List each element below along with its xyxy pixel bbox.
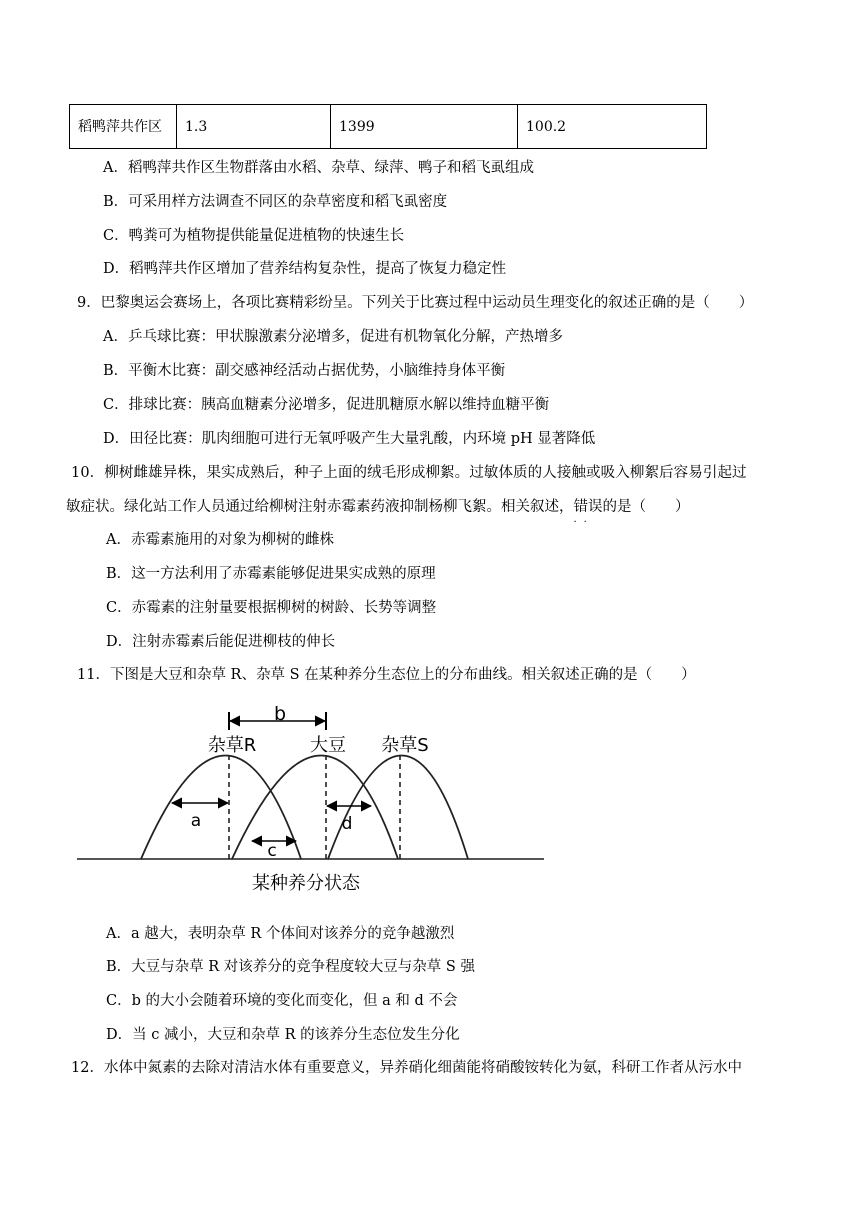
q10-option-a: A．赤霉素施用的对象为柳树的雌株	[106, 532, 334, 548]
q9-option-d: D．田径比赛：肌肉细胞可进行无氧呼吸产生大量乳酸，内环境 pH 显著降低	[103, 431, 596, 447]
q10-option-d: D．注射赤霉素后能促进柳枝的伸长	[106, 634, 336, 650]
curve-weed-r	[141, 756, 301, 860]
q10-stem-line1: 10．柳树雌雄异株，果实成熟后，种子上面的绒毛形成柳絮。过敏体质的人接触或吸入柳絮后容易引起过	[71, 465, 747, 481]
q9-option-c: C．排球比赛：胰高血糖素分泌增多，促进肌糖原水解以维持血糖平衡	[103, 397, 550, 413]
q10-option-b: B．这一方法利用了赤霉素能够促进果实成熟的原理	[106, 566, 436, 582]
table-cell-value-3: 100.2	[526, 119, 567, 135]
q10-stem-line2	[66, 497, 690, 528]
q11-option-d: D．当 c 减小，大豆和杂草 R 的该养分生态位发生分化	[106, 1027, 460, 1043]
label-b: b	[273, 703, 287, 725]
table-cell-region: 稻鸭萍共作区	[70, 105, 177, 148]
data-table-row	[69, 104, 707, 149]
q12-stem: 12．水体中氮素的去除对清洁水体有重要意义，异养硝化细菌能将硝酸铵转化为氨，科研工作者从污水中	[71, 1060, 742, 1076]
label-d: d	[341, 814, 353, 834]
q11-option-b: B．大豆与杂草 R 对该养分的竞争程度较大豆与杂草 S 强	[106, 959, 475, 975]
q8-option-a: A．稻鸭萍共作区生物群落由水稻、杂草、绿萍、鸭子和稻飞虱组成	[103, 160, 534, 176]
label-soybean: 大豆	[310, 735, 346, 756]
q8-option-d: D．稻鸭萍共作区增加了营养结构复杂性，提高了恢复力稳定性	[103, 261, 507, 277]
emphasis-dots: ··	[573, 517, 594, 528]
q10-emphasis-text: 错误	[573, 499, 603, 515]
q10-emphasis	[573, 499, 603, 528]
label-weed-s: 杂草S	[381, 735, 429, 756]
curve-weed-s	[328, 756, 468, 860]
label-weed-r: 杂草R	[207, 735, 257, 756]
q9-option-b: B．平衡木比赛：副交感神经活动占据优势，小脑维持身体平衡	[103, 363, 506, 379]
q8-option-b: B．可采用样方法调查不同区的杂草密度和稻飞虱密度	[103, 194, 448, 210]
q9-option-a: A．乒乓球比赛：甲状腺激素分泌增多，促进有机物氧化分解，产热增多	[103, 329, 563, 345]
label-c: c	[267, 841, 277, 861]
q10-stem-text: 敏症状。绿化站工作人员通过给柳树注射赤霉素药液抑制杨柳飞絮。相关叙述，	[66, 499, 574, 515]
q11-option-c: C．b 的大小会随着环境的变化而变化，但 a 和 d 不会	[106, 993, 458, 1009]
table-cell-value-1: 1.3	[177, 105, 331, 148]
axis-label: 某种养分状态	[252, 873, 360, 894]
q8-option-c: C．鸭粪可为植物提供能量促进植物的快速生长	[103, 228, 405, 244]
q11-option-a: A．a 越大，表明杂草 R 个体间对该养分的竞争越激烈	[106, 926, 455, 942]
label-a: a	[190, 811, 202, 831]
q10-option-c: C．赤霉素的注射量要根据柳树的树龄、长势等调整	[106, 600, 437, 616]
table-cell-value-2: 1399	[331, 105, 518, 148]
niche-diagram	[70, 700, 550, 900]
q9-stem: 9．巴黎奥运会赛场上，各项比赛精彩纷呈。下列关于比赛过程中运动员生理变化的叙述正确的是（ ）	[77, 295, 754, 311]
q10-stem-tail: 的是（ ）	[602, 499, 690, 515]
q11-stem: 11．下图是大豆和杂草 R、杂草 S 在某种养分生态位上的分布曲线。相关叙述正确的是（ ）	[77, 667, 696, 683]
